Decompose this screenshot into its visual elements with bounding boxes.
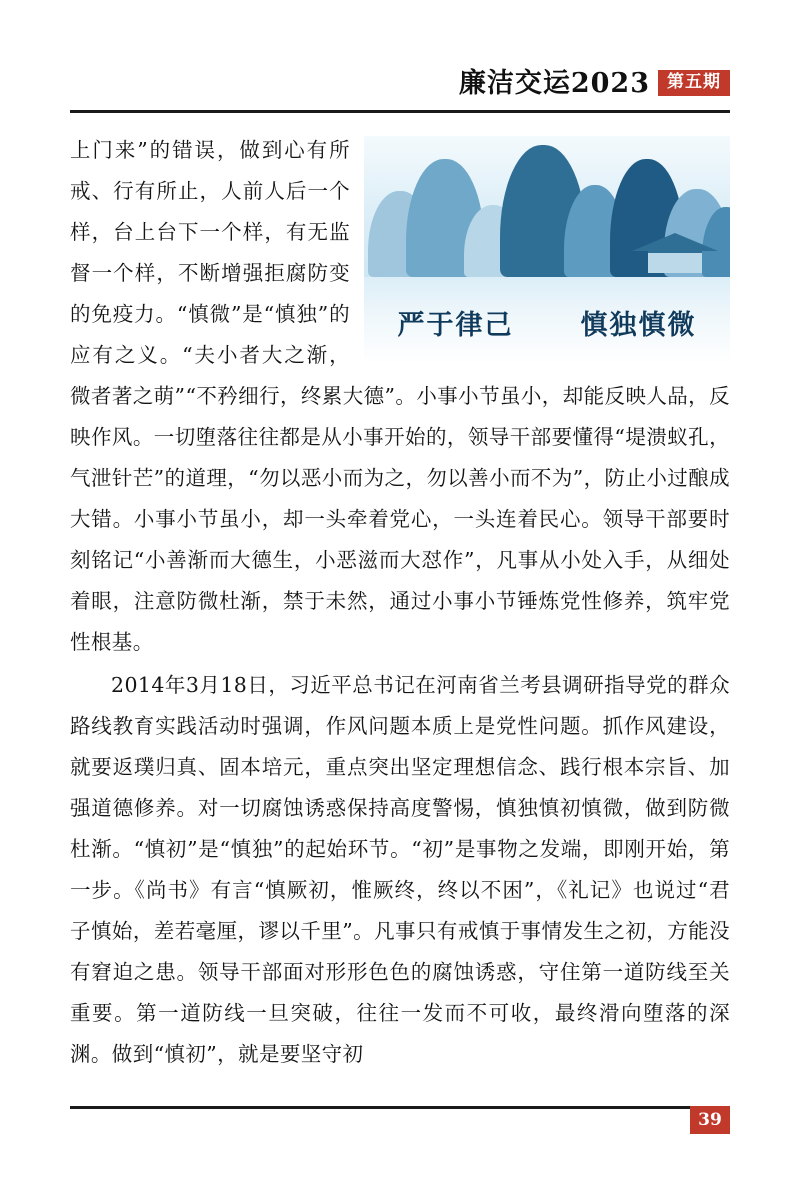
pavilion-roof xyxy=(632,233,718,251)
header-divider xyxy=(70,110,730,113)
issue-badge: 第五期 xyxy=(658,70,730,96)
pavilion-icon xyxy=(632,233,718,273)
article-body xyxy=(70,130,730,1075)
paragraph-1: 上门来”的错误，做到心有所戒、行有所止，人前人后一个样，台上台下一个样，有无监督一个样，不断增强拒腐防变的免疫力。“慎微”是“慎独”的应有之义。“夫小者大之渐，微者著之萌”“不矜细行，终累大德”。小事小节虽小，却能反映人品，反映作风。一切堕落往往都是从小事开始的，领导干部要懂得“堤溃蚁孔，气泄针芒”的道理，“勿以恶小而为之，勿以善小而不为”，防止小过酿成大错。小事小节虽小，却一头牵着党心，一头连着民心。领导干部要时刻铭记“小善渐而大德生，小恶滋而大怼作”，凡事从小处入手，从细处着眼，注意防微杜渐，禁于未然，通过小事小节锤炼党性修养，筑牢党性根基。 xyxy=(70,138,730,654)
page-footer xyxy=(70,1106,730,1136)
paragraph-2: 2014年3月18日，习近平总书记在河南省兰考县调研指导党的群众路线教育实践活动时强调，作风问题本质上是党性问题。抓作风建设，就要返璞归真、固本培元，重点突出坚定理想信念、践行根本宗旨、加强道德修养。对一切腐蚀诱惑保持高度警惕，慎独慎初慎微，做到防微杜渐。“慎初”是“慎独”的起始环节。“初”是事物之发端，即刚开始，第一步。《尚书》有言“慎厥初，惟厥终，终以不困”，《礼记》也说过“君子慎始，差若毫厘，谬以千里”。凡事只有戒慎于事情发生之初，方能没有窘迫之患。领导干部面对形形色色的腐蚀诱惑，守住第一道防线至关重要。第一道防线一旦突破，往往一发而不可收，最终滑向堕落的深渊。做到“慎初”，就是要坚守初 xyxy=(70,673,730,1066)
figure-caption-left: 严于律己 xyxy=(397,310,514,341)
header-title-row xyxy=(70,64,730,102)
page-header xyxy=(70,64,730,110)
figure-caption-right: 慎独慎微 xyxy=(580,310,697,341)
illustration-figure xyxy=(364,136,730,364)
magazine-title: 廉洁交运2023 xyxy=(458,67,650,99)
figure-caption xyxy=(364,303,730,342)
footer-divider xyxy=(70,1106,730,1109)
pavilion-body xyxy=(648,251,702,273)
page-number: 39 xyxy=(690,1106,730,1134)
